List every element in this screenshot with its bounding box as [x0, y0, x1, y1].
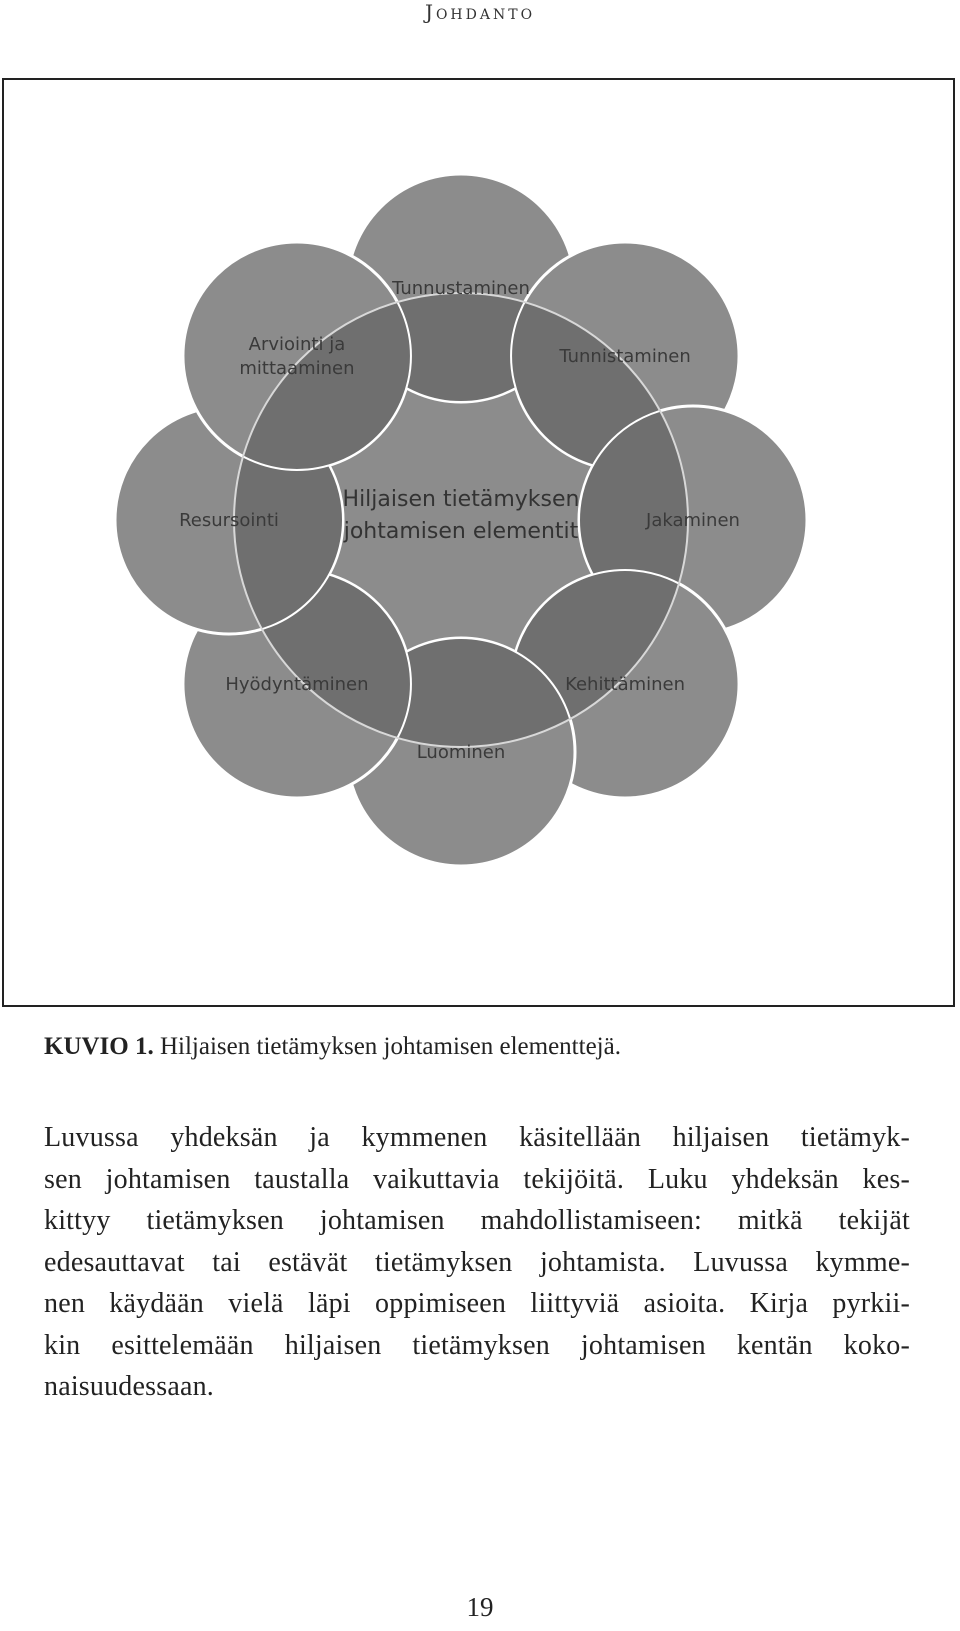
body-line: naisuudessaan. — [44, 1371, 214, 1402]
element-label: Tunnistaminen — [559, 345, 691, 367]
element-label: Luominen — [416, 742, 506, 763]
caption-label: KUVIO 1. — [44, 1033, 154, 1060]
knowledge-elements-diagram — [4, 80, 953, 1005]
body-line: nen käydään vielä läpi oppimiseen liittyviä asioita. Kirja pyrkii- — [44, 1288, 910, 1319]
page-number: 19 — [466, 1592, 494, 1622]
body-line: kittyy tietämyksen johtamisen mahdollistamiseen: mitkä tekijät — [44, 1205, 910, 1236]
figure-frame — [2, 78, 955, 1007]
center-label: johtamisen elementit — [343, 519, 579, 544]
element-label: Tunnustaminen — [392, 278, 530, 299]
body-line: Luvussa yhdeksän ja kymmenen käsitellään hiljaisen tietämyk- — [44, 1122, 910, 1153]
figure-caption — [44, 1033, 924, 1061]
running-head: Johdanto — [424, 0, 536, 24]
body-line: kin esittelemään hiljaisen tietämyksen johtamisen kentän koko- — [44, 1329, 910, 1361]
caption-text: Hiljaisen tietämyksen johtamisen elementtejä. — [153, 1033, 621, 1060]
element-label: Resursointi — [179, 510, 279, 531]
center-label: Hiljaisen tietämyksen — [342, 487, 580, 512]
body-line: edesauttavat tai estävät tietämyksen johtamista. Luvussa kymme- — [44, 1246, 910, 1278]
element-label: Hyödyntäminen — [225, 674, 369, 696]
element-label: mittaaminen — [239, 357, 355, 379]
body-line: sen johtamisen taustalla vaikuttavia tekijöitä. Luku yhdeksän kes- — [44, 1163, 910, 1195]
element-label: Arviointi ja — [248, 333, 346, 355]
body-paragraph — [44, 1117, 910, 1408]
element-label: Kehittäminen — [565, 674, 686, 696]
element-label: Jakaminen — [646, 510, 740, 531]
